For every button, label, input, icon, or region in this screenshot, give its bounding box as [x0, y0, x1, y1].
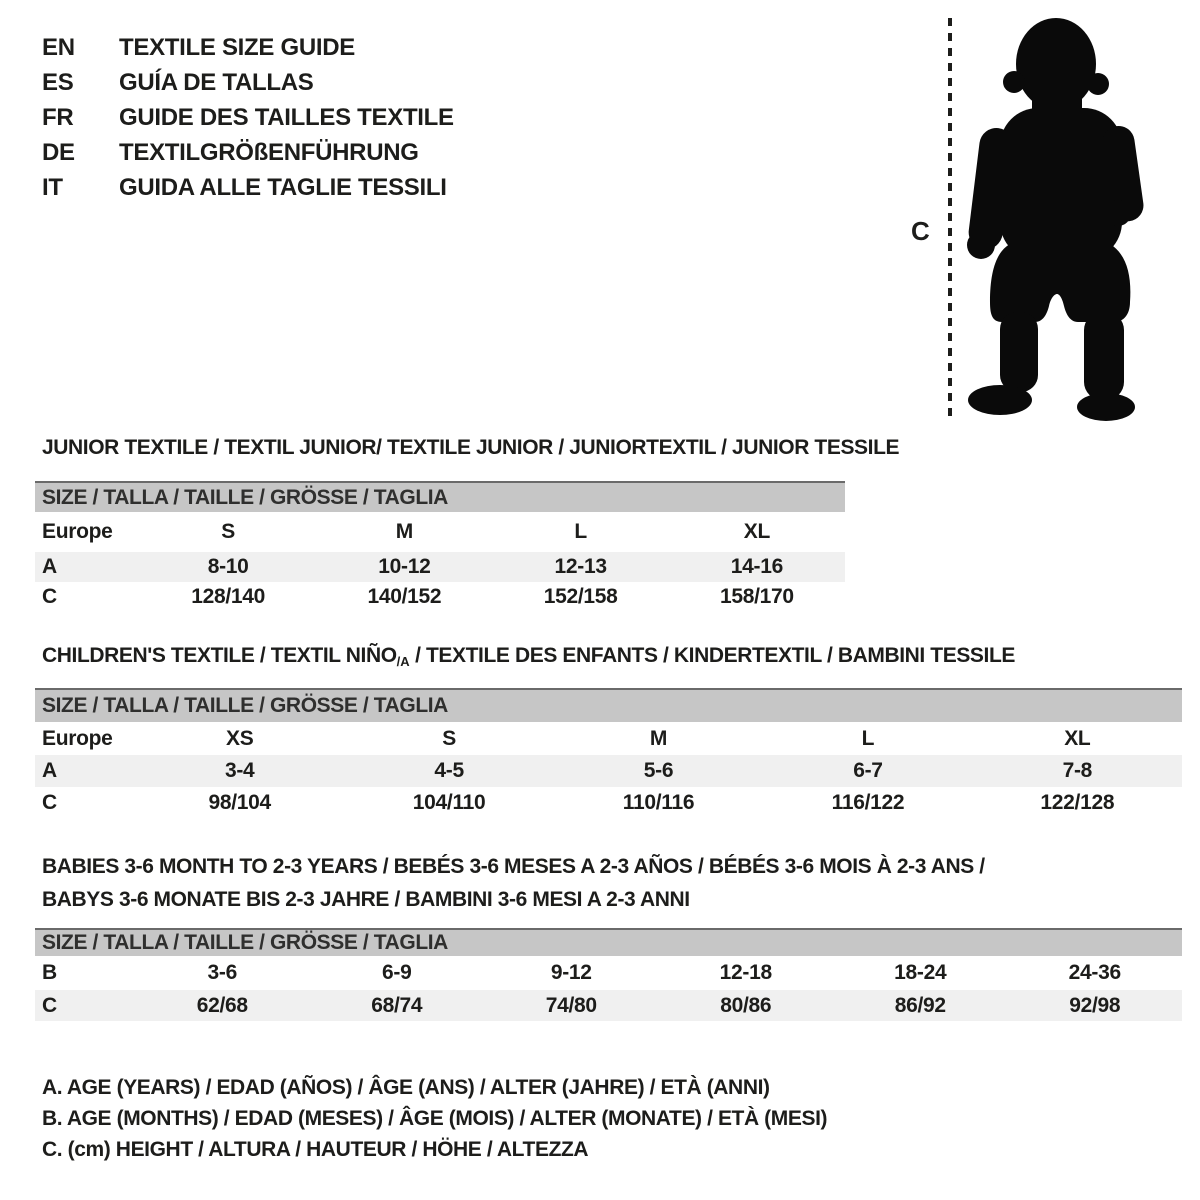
legend-line-a: A. AGE (YEARS) / EDAD (AÑOS) / ÂGE (ANS) / ALTER (JAHRE) / ETÀ (ANNI) [42, 1075, 770, 1099]
size-cell: M [395, 520, 413, 543]
table-row-height [35, 582, 845, 612]
lang-label: GUÍA DE TALLAS [119, 68, 314, 96]
junior-table-title: JUNIOR TEXTILE / TEXTIL JUNIOR/ TEXTILE JUNIOR / JUNIORTEXTIL / JUNIOR TESSILE [42, 436, 900, 459]
legend-line-c: C. (cm) HEIGHT / ALTURA / HAUTEUR / HÖHE / ALTEZZA [42, 1137, 589, 1161]
height-cell: 62/68 [196, 993, 248, 1017]
legend-line-b: B. AGE (MONTHS) / EDAD (MESES) / ÂGE (MOIS) / ALTER (MONATE) / ETÀ (MESI) [42, 1106, 828, 1130]
children-table-title: CHILDREN'S TEXTILE / TEXTIL NIÑO/A / TEXTILE DES ENFANTS / KINDERTEXTIL / BAMBINI TESSILE [42, 644, 1016, 669]
table-row-europe [35, 512, 845, 552]
babies-title-line2: BABYS 3-6 MONATE BIS 2-3 JAHRE / BAMBINI 3-6 MESI A 2-3 ANNI [42, 888, 690, 911]
age-cell: 5-6 [643, 759, 674, 782]
lang-code: IT [42, 173, 63, 201]
height-cell: 152/158 [543, 585, 618, 608]
lang-code: FR [42, 103, 74, 131]
table-row-months [35, 956, 1182, 990]
lang-code: EN [42, 33, 75, 61]
measure-label-c: C [911, 216, 930, 246]
height-cell: 140/152 [367, 585, 442, 608]
children-size-table [35, 688, 1182, 818]
table-row-europe [35, 722, 1182, 755]
language-header [42, 30, 454, 205]
age-cell: 8-10 [207, 555, 249, 578]
row-label: C [42, 585, 57, 608]
toddler-figure [880, 0, 1200, 440]
age-cell: 14-16 [730, 555, 783, 578]
lang-row-de [42, 135, 454, 170]
height-cell: 122/128 [1040, 790, 1115, 814]
height-cell: 104/110 [412, 790, 486, 814]
lang-row-en [42, 30, 454, 65]
row-label: Europe [42, 726, 113, 750]
height-cell: 110/116 [622, 790, 695, 814]
months-cell: 3-6 [207, 961, 237, 984]
lang-code: DE [42, 138, 75, 166]
size-cell: L [861, 726, 875, 750]
size-header-bar: SIZE / TALLA / TAILLE / GRÖSSE / TAGLIA [35, 481, 845, 512]
babies-size-table [35, 928, 1182, 1021]
row-label: A [42, 555, 57, 578]
height-cell: 98/104 [208, 790, 271, 814]
size-cell: XL [1064, 726, 1091, 750]
height-cell: 116/122 [831, 790, 905, 814]
months-cell: 18-24 [894, 961, 947, 984]
size-cell: L [574, 520, 587, 543]
height-cell: 80/86 [720, 993, 772, 1017]
size-header-bar: SIZE / TALLA / TAILLE / GRÖSSE / TAGLIA [35, 928, 1182, 956]
row-label: Europe [42, 520, 113, 543]
junior-size-table [35, 481, 845, 612]
lang-label: GUIDA ALLE TAGLIE TESSILI [119, 173, 447, 201]
row-label: B [42, 961, 57, 984]
lang-row-fr [42, 100, 454, 135]
lang-label: GUIDE DES TAILLES TEXTILE [119, 103, 454, 131]
height-cell: 74/80 [545, 993, 597, 1017]
table-row-age [35, 755, 1182, 787]
lang-row-it [42, 170, 454, 205]
lang-code: ES [42, 68, 74, 96]
months-cell: 9-12 [550, 961, 592, 984]
size-header-bar: SIZE / TALLA / TAILLE / GRÖSSE / TAGLIA [35, 688, 1182, 722]
lang-label: TEXTILGRÖßENFÜHRUNG [119, 138, 419, 166]
lang-row-es [42, 65, 454, 100]
height-cell: 68/74 [371, 993, 423, 1017]
height-cell: 158/170 [719, 585, 794, 608]
age-cell: 3-4 [224, 759, 255, 782]
size-cell: XS [225, 726, 254, 750]
months-cell: 6-9 [382, 961, 412, 984]
babies-table-title [42, 850, 985, 916]
babies-title-line1: BABIES 3-6 MONTH TO 2-3 YEARS / BEBÉS 3-6 MESES A 2-3 AÑOS / BÉBÉS 3-6 MOIS À 2-3 ANS / [42, 855, 985, 878]
months-cell: 24-36 [1068, 961, 1121, 984]
age-cell: 6-7 [853, 759, 883, 782]
height-cell: 92/98 [1069, 993, 1121, 1017]
legend [42, 1072, 827, 1165]
age-cell: 7-8 [1062, 759, 1093, 782]
table-row-height [35, 990, 1182, 1021]
age-cell: 12-13 [554, 555, 607, 578]
lang-label: TEXTILE SIZE GUIDE [119, 33, 355, 61]
table-row-height [35, 787, 1182, 818]
toddler-silhouette-icon [967, 18, 1146, 421]
size-cell: XL [743, 520, 770, 543]
age-cell: 4-5 [434, 759, 464, 782]
size-cell: S [221, 520, 235, 543]
height-cell: 128/140 [191, 585, 266, 608]
row-label: C [42, 790, 57, 814]
size-cell: M [649, 726, 668, 750]
age-cell: 10-12 [378, 555, 431, 578]
table-row-age [35, 552, 845, 582]
size-cell: S [442, 726, 456, 750]
height-cell: 86/92 [894, 993, 946, 1017]
row-label: C [42, 993, 57, 1017]
months-cell: 12-18 [719, 961, 772, 984]
row-label: A [42, 759, 57, 782]
